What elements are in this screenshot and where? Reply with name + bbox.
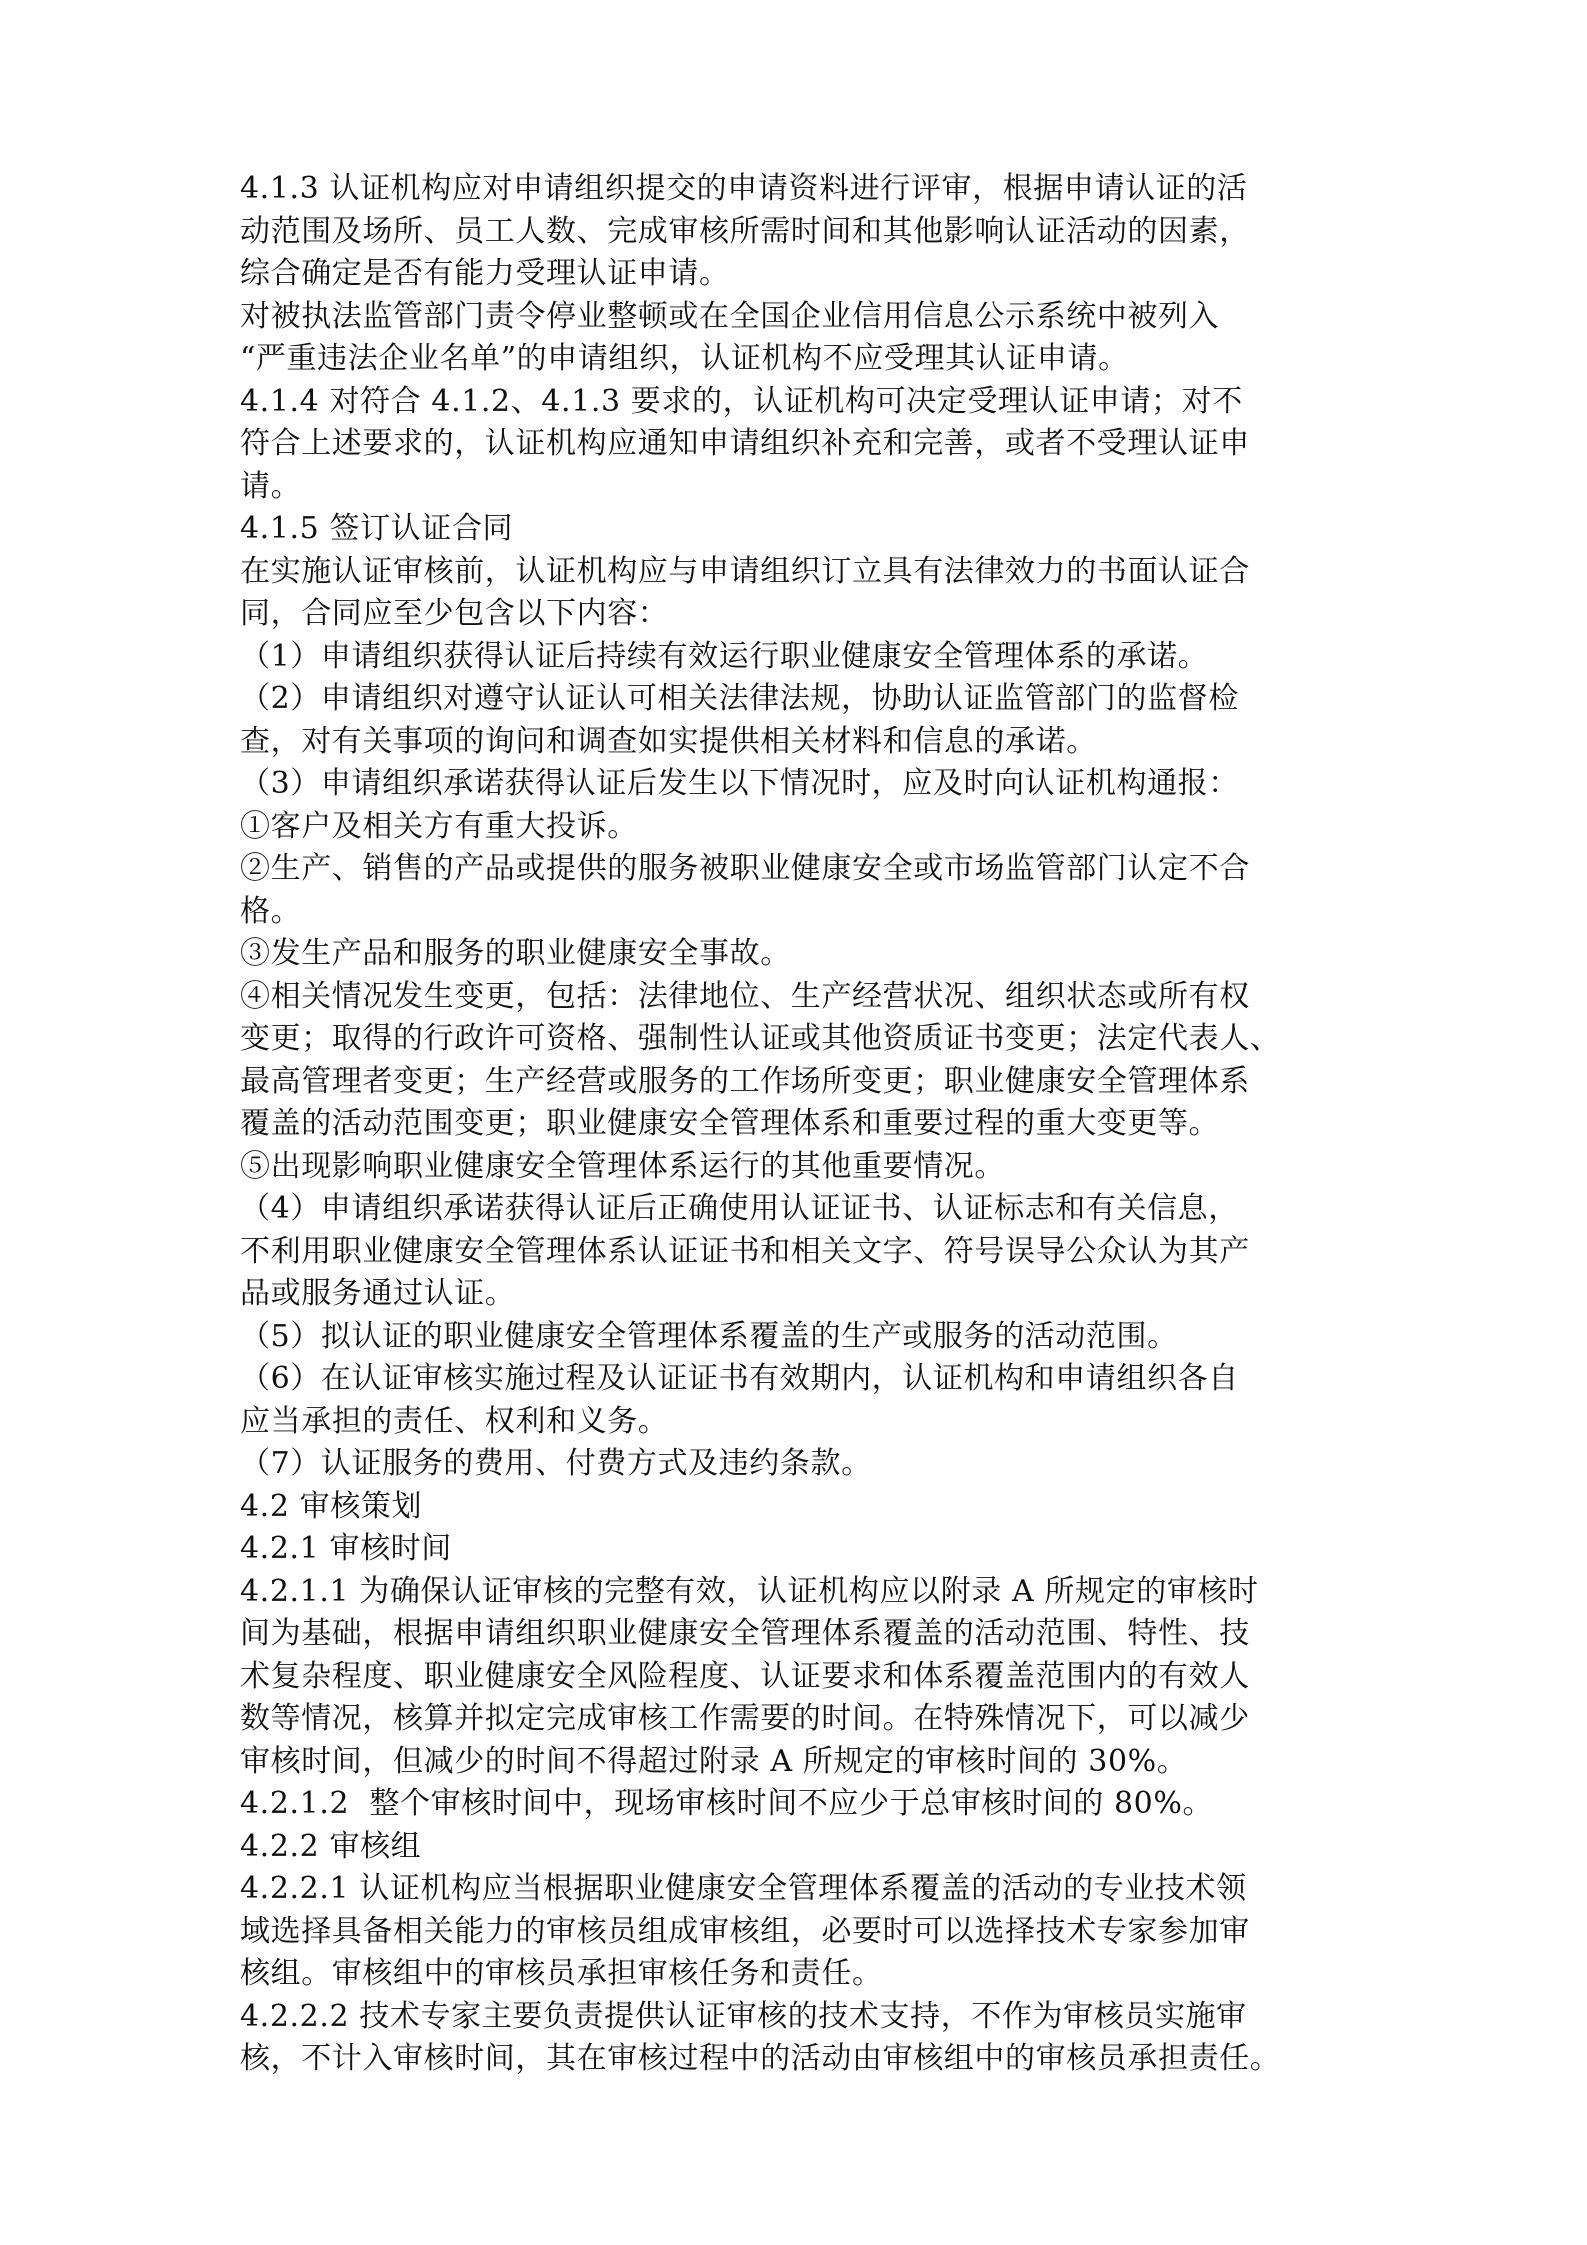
text-line: （1）申请组织获得认证后持续有效运行职业健康安全管理体系的承诺。 bbox=[240, 638, 1209, 674]
text-line: 查，对有关事项的询问和调查如实提供相关材料和信息的承诺。 bbox=[240, 723, 1097, 759]
text-line: 动范围及场所、员工人数、完成审核所需时间和其他影响认证活动的因素， bbox=[240, 213, 1250, 249]
text-line: 间为基础，根据申请组织职业健康安全管理体系覆盖的活动范围、特性、技 bbox=[240, 1616, 1250, 1651]
text-line: 符合上述要求的，认证机构应通知申请组织补充和完善，或者不受理认证申 bbox=[240, 426, 1250, 461]
document-body bbox=[240, 168, 1355, 2081]
text-line: 4.1.5 签订认证合同 bbox=[240, 511, 514, 546]
text-line: ④相关情况发生变更，包括：法律地位、生产经营状况、组织状态或所有权 bbox=[240, 978, 1250, 1014]
text-line: 4.1.3 认证机构应对申请组织提交的申请资料进行评审，根据申请认证的活 bbox=[240, 171, 1248, 206]
text-line: 不利用职业健康安全管理体系认证证书和相关文字、符号误导公众认为其产 bbox=[240, 1233, 1250, 1269]
text-line: 品或服务通过认证。 bbox=[240, 1276, 516, 1311]
text-line: （4）申请组织承诺获得认证后正确使用认证证书、认证标志和有关信息， bbox=[240, 1191, 1239, 1226]
text-line: ③发生产品和服务的职业健康安全事故。 bbox=[240, 936, 791, 971]
text-line: ①客户及相关方有重大投诉。 bbox=[240, 808, 638, 844]
text-line: 4.2 审核策划 bbox=[240, 1488, 423, 1524]
text-line: 4.2.1.1 为确保认证审核的完整有效，认证机构应以附录 A 所规定的审核时 bbox=[240, 1573, 1259, 1609]
text-line: 覆盖的活动范围变更；职业健康安全管理体系和重要过程的重大变更等。 bbox=[240, 1106, 1220, 1141]
text-line: （6）在认证审核实施过程及认证证书有效期内，认证机构和申请组织各自 bbox=[240, 1361, 1239, 1396]
text-line: 审核时间，但减少的时间不得超过附录 A 所规定的审核时间的 30%。 bbox=[240, 1743, 1188, 1779]
text-line: 应当承担的责任、权利和义务。 bbox=[240, 1403, 669, 1439]
text-line: 在实施认证审核前，认证机构应与申请组织订立具有法律效力的书面认证合 bbox=[240, 553, 1250, 589]
text-line: ⑤出现影响职业健康安全管理体系运行的其他重要情况。 bbox=[240, 1148, 1005, 1184]
text-line: 对被执法监管部门责令停业整顿或在全国企业信用信息公示系统中被列入 bbox=[240, 298, 1220, 334]
text-line: 4.2.2.2 技术专家主要负责提供认证审核的技术支持，不作为审核员实施审 bbox=[240, 1998, 1247, 2034]
text-line: （5）拟认证的职业健康安全管理体系覆盖的生产或服务的活动范围。 bbox=[240, 1318, 1178, 1354]
text-line: 4.2.1.2 整个审核时间中，现场审核时间不应少于总审核时间的 80%。 bbox=[240, 1786, 1214, 1821]
text-line: 4.2.2.1 认证机构应当根据职业健康安全管理体系覆盖的活动的专业技术领 bbox=[240, 1871, 1247, 1906]
text-line: 请。 bbox=[240, 468, 302, 504]
text-line: 4.2.1 审核时间 bbox=[240, 1531, 452, 1566]
text-line: 综合确定是否有能力受理认证申请。 bbox=[240, 256, 730, 291]
text-line: ②生产、销售的产品或提供的服务被职业健康安全或市场监管部门认定不合 bbox=[240, 851, 1250, 886]
text-line: “严重违法企业名单”的申请组织，认证机构不应受理其认证申请。 bbox=[240, 341, 1129, 376]
text-line: 数等情况，核算并拟定完成审核工作需要的时间。在特殊情况下，可以减少 bbox=[240, 1701, 1250, 1736]
text-line: 同，合同应至少包含以下内容： bbox=[240, 596, 669, 631]
text-line: 4.2.2 审核组 bbox=[240, 1828, 422, 1864]
text-line: 域选择具备相关能力的审核员组成审核组，必要时可以选择技术专家参加审 bbox=[240, 1913, 1250, 1949]
text-line: 最高管理者变更；生产经营或服务的工作场所变更；职业健康安全管理体系 bbox=[240, 1063, 1250, 1099]
text-line: 4.1.4 对符合 4.1.2、4.1.3 要求的，认证机构可决定受理认证申请；对不 bbox=[240, 383, 1243, 419]
text-line: （3）申请组织承诺获得认证后发生以下情况时，应及时向认证机构通报： bbox=[240, 766, 1239, 801]
text-line: 核组。审核组中的审核员承担审核任务和责任。 bbox=[240, 1956, 883, 1991]
text-line: 变更；取得的行政许可资格、强制性认证或其他资质证书变更；法定代表人、 bbox=[240, 1021, 1281, 1056]
text-line: （7）认证服务的费用、付费方式及违约条款。 bbox=[240, 1446, 872, 1481]
text-line: 核，不计入审核时间，其在审核过程中的活动由审核组中的审核员承担责任。 bbox=[240, 2041, 1281, 2076]
text-line: 格。 bbox=[240, 893, 302, 929]
text-line: （2）申请组织对遵守认证认可相关法律法规，协助认证监管部门的监督检 bbox=[240, 681, 1239, 716]
text-line: 术复杂程度、职业健康安全风险程度、认证要求和体系覆盖范围内的有效人 bbox=[240, 1658, 1250, 1694]
